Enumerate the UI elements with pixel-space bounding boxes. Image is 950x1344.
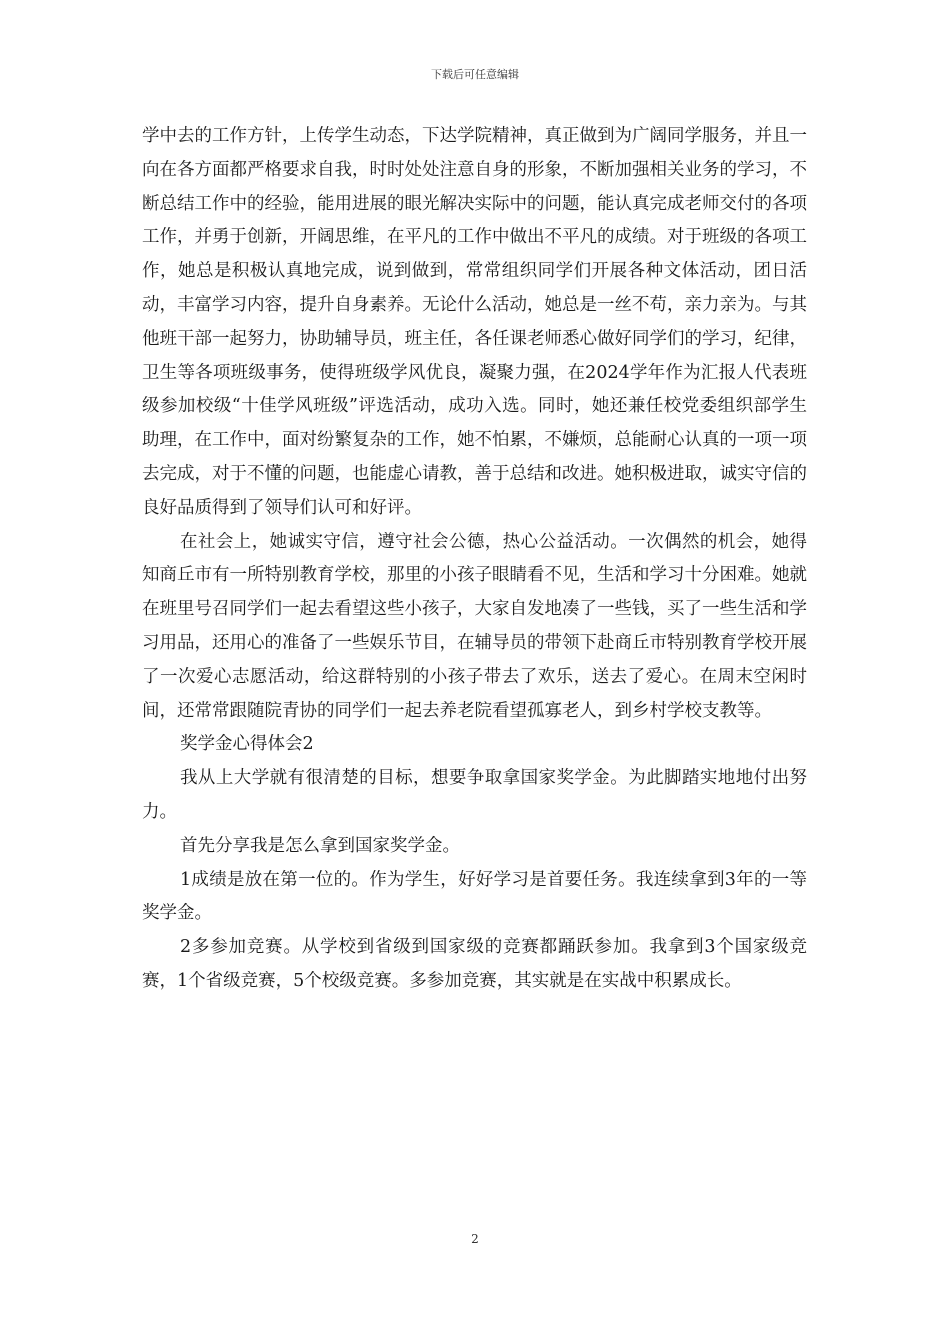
document-body xyxy=(142,120,807,999)
paragraph-social: 在社会上，她诚实守信，遵守社会公德，热心公益活动。一次偶然的机会，她得知商丘市有一所特别教育学校，那里的小孩子眼睛看不见，生活和学习十分困难。她就在班里号召同学们一起去看望这些小孩子，大家自发地凑了一些钱，买了一些生活和学习用品，还用心的准备了一些娱乐节目，在辅导员的带领下赴商丘市特别教育学校开展了一次爱心志愿活动，给这群特别的小孩子带去了欢乐，送去了爱心。在周末空闲时间，还常常跟随院青协的同学们一起去养老院看望孤寡老人，到乡村学校支教等。 xyxy=(142,531,807,721)
paragraph-intro: 首先分享我是怎么拿到国家奖学金。 xyxy=(180,835,460,856)
paragraph-continued: 学中去的工作方针，上传学生动态，下达学院精神，真正做到为广阔同学服务，并且一向在各方面都严格要求自我，时时处处注意自身的形象，不断加强相关业务的学习，不断总结工作中的经验，能用进展的眼光解决实际中的问题，能认真完成老师交付的各项工作，并勇于创新，开阔思维，在平凡的工作中做出不平凡的成绩。对于班级的各项工作，她总是积极认真地完成，说到做到，常常组织同学们开展各种文体活动，团日活动，丰富学习内容，提升自身素养。无论什么活动，她总是一丝不苟，亲力亲为。与其他班干部一起努力，协助辅导员，班主任，各任课老师悉心做好同学们的学习，纪律，卫生等各项班级事务，使得班级学风优良，凝聚力强，在2024学年作为汇报人代表班级参加校级“十佳学风班级”评选活动，成功入选。同时，她还兼任校党委组织部学生助理，在工作中，面对纷繁复杂的工作，她不怕累，不嫌烦，总能耐心认真的一项一项去完成，对于不懂的问题，也能虚心请教，善于总结和改进。她积极进取，诚实守信的良好品质得到了领导们认可和好评。 xyxy=(142,126,807,518)
paragraph-goal: 我从上大学就有很清楚的目标，想要争取拿国家奖学金。为此脚踏实地地付出努力。 xyxy=(142,768,807,822)
page-number: 2 xyxy=(471,1232,479,1246)
paragraph-point-2: 2多参加竞赛。从学校到省级到国家级的竞赛都踊跃参加。我拿到3个国家级竞赛，1个省级竞赛，5个校级竞赛。多参加竞赛，其实就是在实战中积累成长。 xyxy=(142,937,807,991)
paragraph-point-1: 1成绩是放在第一位的。作为学生，好好学习是首要任务。我连续拿到3年的一等奖学金。 xyxy=(142,869,807,924)
section-heading: 奖学金心得体会2 xyxy=(180,734,314,755)
page-header: 下载后可任意编辑 xyxy=(431,68,519,81)
